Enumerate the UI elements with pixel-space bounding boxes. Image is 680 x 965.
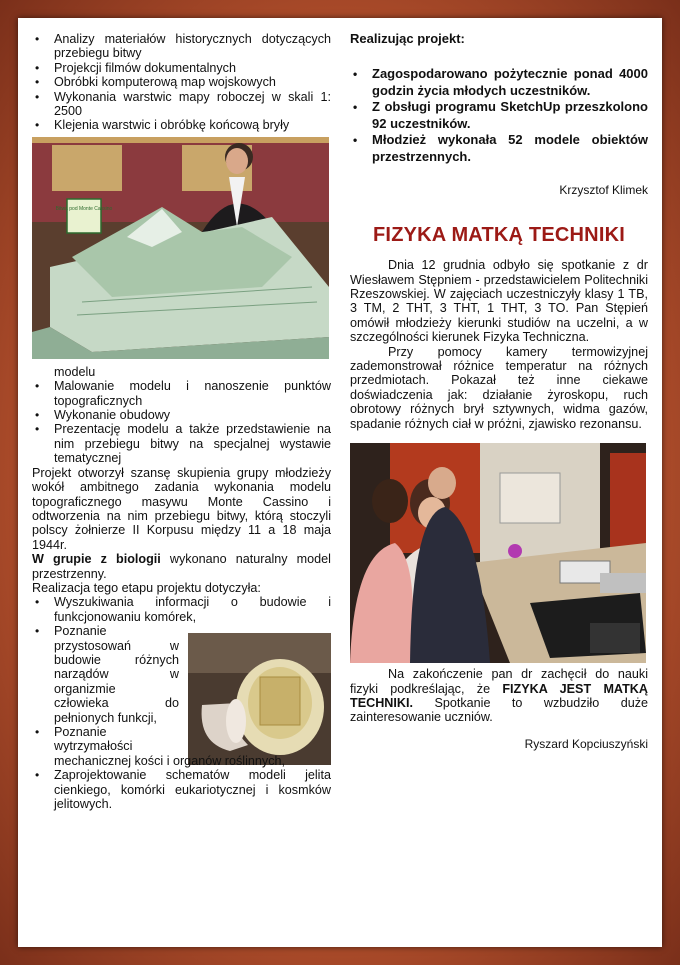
svg-text:Bitwa pod Monte Cassino: Bitwa pod Monte Cassino xyxy=(55,205,113,212)
paragraph: Przy pomocy kamery termowizyjnej zademonstrował różnice temperatur na różnych przedmiotach. Pokazał też inne ciekawe doświadczenia jak: działanie żyroskopu, ruch obrotowy różnych brył sztywnych, widma gazów, spadanie różnych ciał w próżni, zjawisko rezonansu. xyxy=(350,344,648,431)
list-item: • Analizy materiałów historycznych dotyczących przebiegu bitwy xyxy=(35,32,331,61)
monte-cassino-model-photo xyxy=(32,137,329,359)
paragraph: Projekt otworzył szansę skupienia grupy młodzieży wokół ambitnego zadania wykonania modelu topograficznego masywu Monte Cassino i odtworzenia na nim przebiegu bitwy, którą stoczyli polscy żołnierze II Korpusu między 11 a 18 maja 1944r. xyxy=(32,465,331,552)
list-item: • Z obsługi programu SketchUp przeszkolono 92 uczestników. xyxy=(353,99,648,131)
author-signature: Ryszard Kopciuszyński xyxy=(524,736,648,751)
list-item: • Poznanie przystosowań w budowie różnych narządów w organizmie człowieka do pełnionych funkcji, xyxy=(35,624,179,725)
list-item: • Obróbki komputerową map wojskowych xyxy=(35,75,276,90)
list-item: • Wyszukiwania informacji o budowie i funkcjonowaniu komórek, xyxy=(35,595,331,624)
left-column xyxy=(32,32,331,811)
list-item: • Wykonanie obudowy xyxy=(35,408,171,423)
project-steps-list xyxy=(32,32,331,133)
paragraph: Dnia 12 grudnia odbyło się spotkanie z dr Wiesławem Stępniem - przedstawicielem Politechniki Rzeszowskiej. W zajęciach uczestniczyły klasy 1 TB, 3 TM, 2 THT, 3 THT, 1 THT, 3 TO. Pan Stępień omówił młodzieży kierunki studiów na uczelni, a w szczególności kierunek Fizyka Techniczna. xyxy=(350,258,648,345)
list-item: • Młodzież wykonała 52 modele obiektów przestrzennych. xyxy=(353,132,648,164)
list-item: • Wykonania warstwic mapy roboczej w skali 1: 2500 xyxy=(35,89,331,119)
paragraph: Na zakończenie pan dr zachęcił do nauki fizyki podkreślając, że FIZYKA JEST MATKĄ TECHNIKI. Spotkanie to wzbudziło duże zainteresowanie uczniów. xyxy=(350,667,648,725)
lab-illustration xyxy=(350,443,646,663)
list-item: • Prezentację modelu a także przedstawienie na nim przebiegu bitwy na specjalnej wystawie tematycznej xyxy=(35,422,331,466)
right-column xyxy=(350,32,648,751)
author-signature: Krzysztof Klimek xyxy=(559,183,648,198)
list-item: • Zagospodarowano pożytecznie ponad 4000 godzin życia młodych uczestników. xyxy=(353,66,648,98)
list-item-continued: modelu xyxy=(54,364,96,379)
list-item: • Malowanie modelu i nanoszenie punktów topograficznych xyxy=(35,379,331,408)
physics-lab-photo xyxy=(350,443,646,663)
article-title: FIZYKA MATKĄ TECHNIKI xyxy=(373,223,625,246)
paragraph: Realizacja tego etapu projektu dotyczyła: xyxy=(32,580,261,595)
project-steps-list-cont xyxy=(32,365,331,466)
model-illustration xyxy=(32,137,329,359)
list-item: • Klejenia warstwic i obróbkę końcową bryły xyxy=(35,118,290,133)
biology-list-block xyxy=(32,595,331,811)
results-heading: Realizując projekt: xyxy=(350,31,465,46)
list-item: • Poznanie wytrzymałości mechanicznej kości i organów roślinnych, xyxy=(35,725,285,768)
list-item: • Projekcji filmów dokumentalnych xyxy=(35,60,236,75)
paragraph: W grupie z biologii wykonano naturalny model przestrzenny. xyxy=(32,552,331,581)
results-list xyxy=(350,66,648,165)
document-page xyxy=(18,18,662,947)
list-item: • Zaprojektowanie schematów modeli jelita cienkiego, komórki eukariotycznej i kosmków jelitowych. xyxy=(35,768,331,812)
